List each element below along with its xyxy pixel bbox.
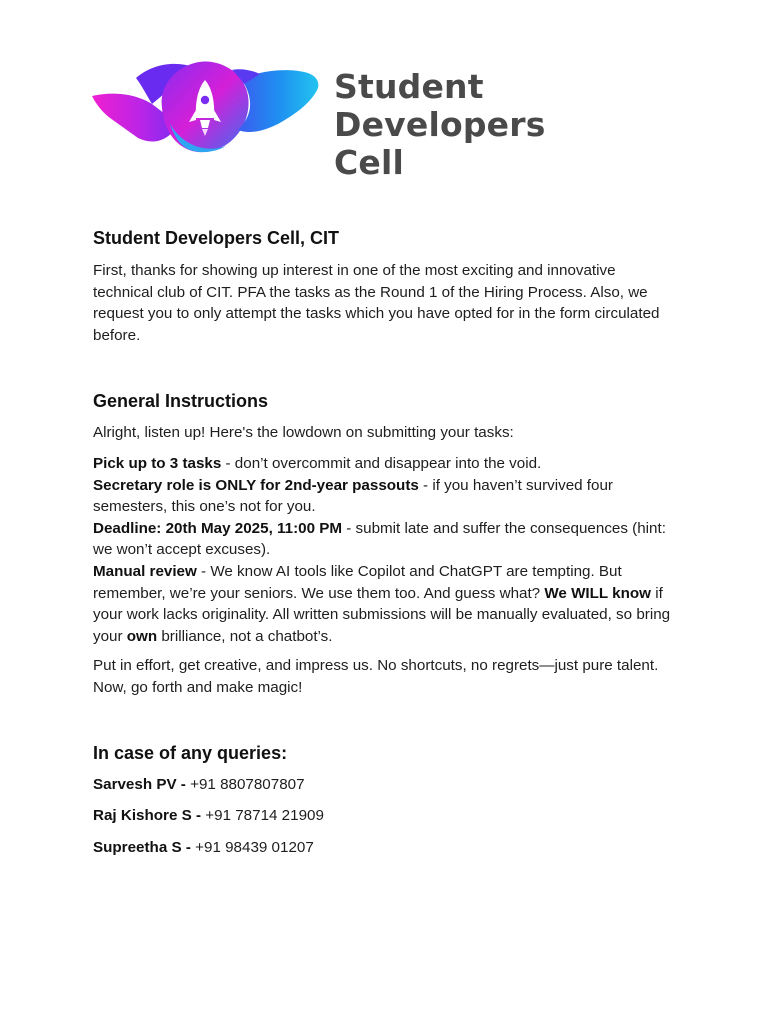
rule-task-limit-text: - don’t overcommit and disappear into the void. (221, 454, 542, 472)
contact-item (93, 837, 678, 859)
wordmark-line-1: Student Developers (334, 67, 546, 144)
rule-task-limit (93, 453, 678, 475)
contact-phone: +91 8807807807 (185, 775, 305, 793)
queries-heading: In case of any queries: (93, 742, 288, 763)
general-instructions-heading: General Instructions (93, 391, 269, 412)
rule-secretary-bold: Secretary role is ONLY for 2nd-year passouts (93, 476, 419, 494)
contact-phone: +91 98439 01207 (190, 839, 314, 857)
contact-item (93, 805, 678, 827)
contact-phone: +91 78714 21909 (201, 807, 324, 825)
logo-wordmark (334, 68, 674, 182)
rule-manual-review-text-2: if your work lacks originality. All written submissions will be manually evaluated, so bring your (93, 584, 671, 645)
header (92, 58, 672, 182)
general-lead-paragraph: Alright, listen up! Here's the lowdown on submitting your tasks: (93, 424, 514, 442)
contact-name: Raj Kishore S - (93, 807, 202, 825)
rule-manual-review-text: - We know AI tools like Copilot and ChatGPT are tempting. But remember, we’re your seniors. We use them too. And guess what? (93, 562, 622, 602)
rule-manual-review (93, 561, 678, 647)
intro-paragraph: First, thanks for showing up interest in one of the most exciting and innovative technical club of CIT. PFA the tasks as the Round 1 of the Hiring Process. Also, we request you to only attempt the tasks which you have opted for in the form circulated before. (93, 262, 660, 344)
rule-manual-review-text-3: brilliance, not a chatbot’s. (157, 627, 333, 645)
contact-item (93, 774, 678, 796)
rule-deadline-text: - submit late and suffer the consequences (hint: we won’t accept excuses). (93, 519, 666, 559)
rule-secretary-text: - if you haven’t survived four semesters, this one’s not for you. (93, 476, 613, 516)
closing-paragraph: Put in effort, get creative, and impress us. No shortcuts, no regrets—just pure talent. Now, go forth and make magic! (93, 657, 659, 696)
rule-deadline-bold: Deadline: 20th May 2025, 11:00 PM (93, 519, 343, 537)
rule-task-limit-bold: Pick up to 3 tasks (93, 454, 222, 472)
rule-secretary (93, 475, 678, 518)
wordmark-line-2: Cell (334, 143, 405, 182)
contact-name: Supreetha S - (93, 839, 191, 857)
intro-heading: Student Developers Cell, CIT (93, 228, 340, 248)
rule-deadline (93, 518, 678, 561)
document-body (93, 226, 678, 869)
rule-manual-review-bold-2: We WILL know (544, 584, 651, 602)
rule-manual-review-bold: Manual review (93, 562, 197, 580)
rocket-ribbon-logo-icon (92, 58, 320, 154)
contact-name: Sarvesh PV - (93, 775, 186, 793)
rule-manual-review-bold-3: own (126, 627, 158, 645)
rules-list (93, 453, 678, 647)
